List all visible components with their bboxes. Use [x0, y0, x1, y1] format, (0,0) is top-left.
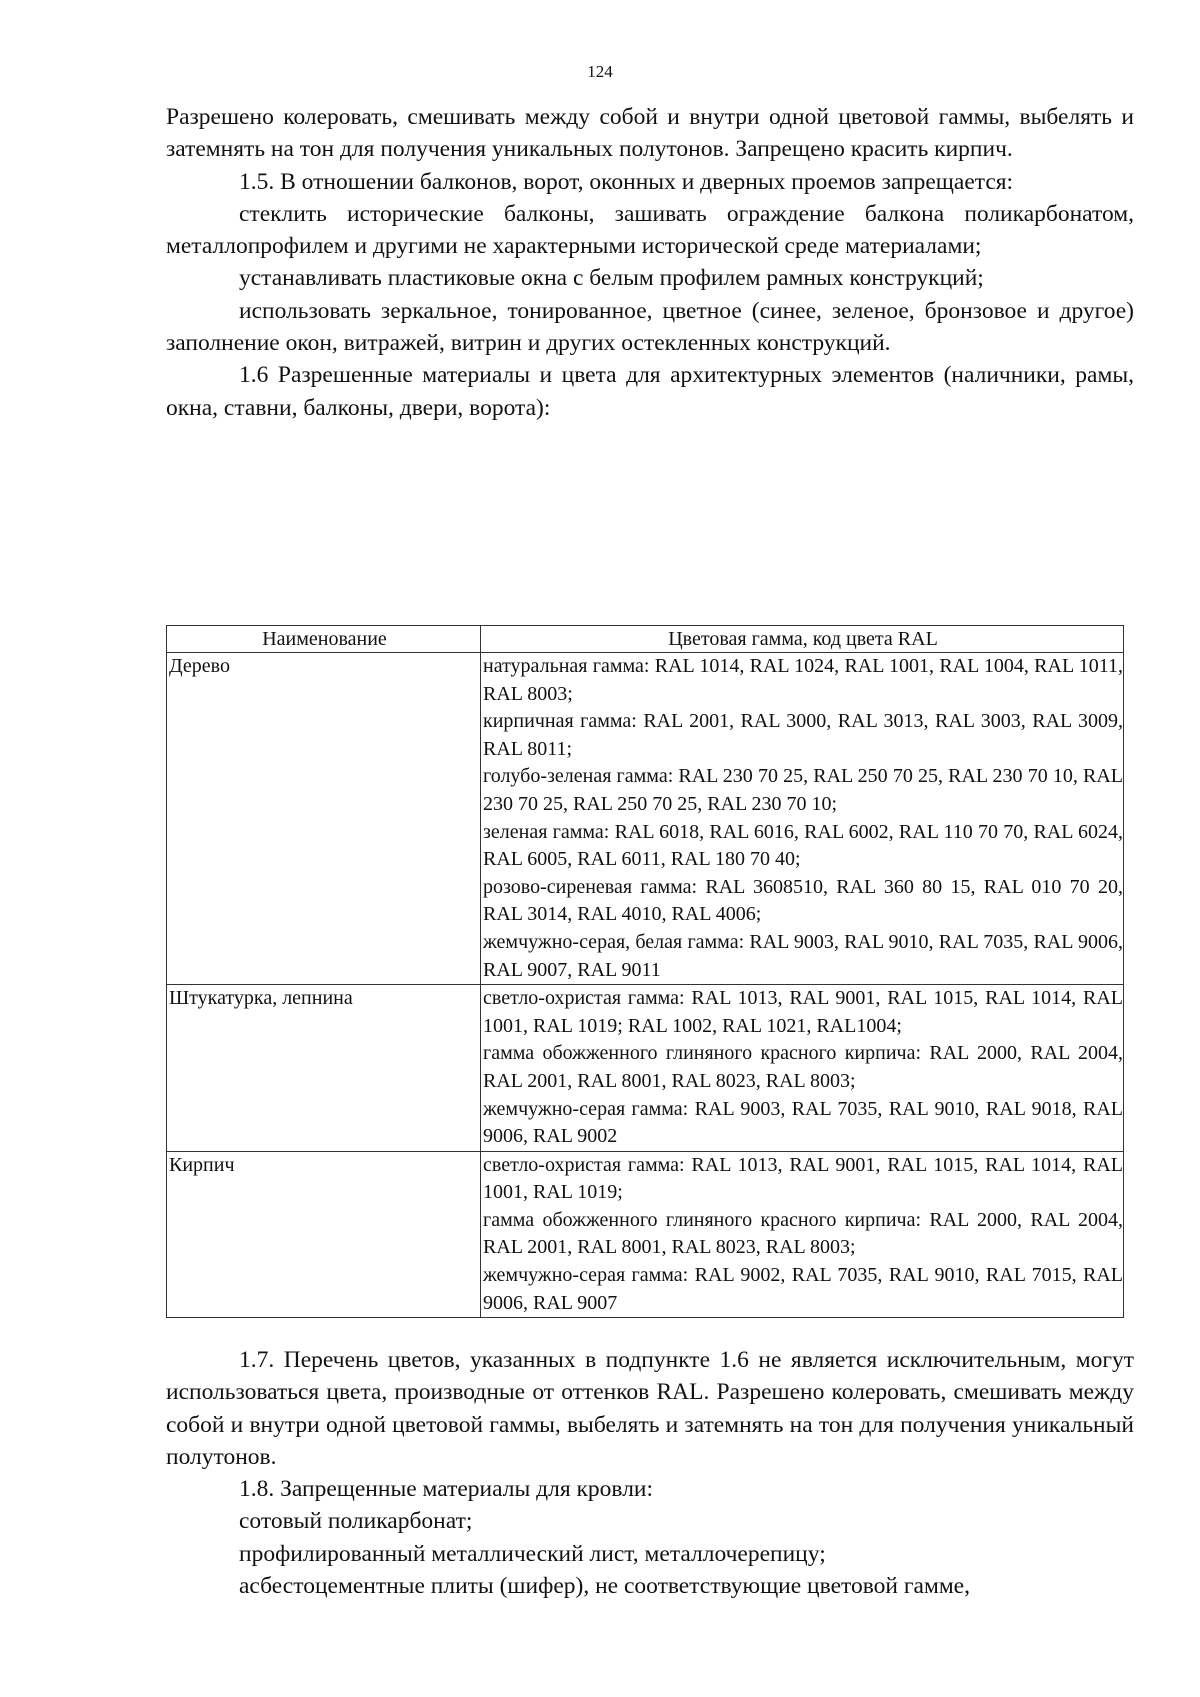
paragraph: 1.5. В отношении балконов, ворот, оконных и дверных проемов запрещается: — [239, 168, 1014, 195]
color-range-line: розово-сиреневая гамма: RAL 3608510, RAL 360 80 15, RAL 010 70 20, RAL 3014, RAL 4010, RAL 4006; — [483, 875, 1123, 926]
table-row — [167, 985, 1124, 1152]
list-item: асбестоцементные плиты (шифер), не соответствующие цветовой гамме, — [239, 1573, 970, 1600]
top-text-block — [166, 101, 1134, 424]
table-row — [167, 1151, 1124, 1318]
color-range-line: жемчужно-серая, белая гамма: RAL 9003, RAL 9010, RAL 7035, RAL 9006, RAL 9007, RAL 9011 — [483, 930, 1123, 981]
color-range-line: кирпичная гамма: RAL 2001, RAL 3000, RAL 3013, RAL 3003, RAL 3009, RAL 8011; — [483, 710, 1123, 760]
paragraph: Разрешено колеровать, смешивать между собой и внутри одной цветовой гаммы, выбелять и затемнять на тон для получения уникальных полутонов. Запрещено красить кирпич. — [166, 104, 1134, 163]
paragraph: 1.8. Запрещенные материалы для кровли: — [239, 1476, 654, 1503]
color-range-line: голубо-зеленая гамма: RAL 230 70 25, RAL 250 70 25, RAL 230 70 10, RAL 230 70 25, RAL 250 70 25, RAL 230 70 10; — [483, 765, 1123, 815]
color-codes — [481, 985, 1124, 1152]
paragraph: устанавливать пластиковые окна с белым профилем рамных конструкций; — [239, 265, 984, 292]
color-codes — [481, 1151, 1124, 1318]
paragraph: использовать зеркальное, тонированное, цветное (синее, зеленое, бронзовое и другое) заполнение окон, витражей, витрин и других остекленных конструкций. — [166, 297, 1134, 357]
color-range-line: натуральная гамма: RAL 1014, RAL 1024, RAL 1001, RAL 1004, RAL 1011, RAL 8003; — [483, 655, 1123, 705]
table-row — [167, 653, 1124, 985]
colors-table — [166, 625, 1124, 1318]
color-range-line: зеленая гамма: RAL 6018, RAL 6016, RAL 6002, RAL 110 70 70, RAL 6024, RAL 6005, RAL 6011, RAL 180 70 40; — [483, 820, 1123, 871]
color-range-line: гамма обожженного глиняного красного кирпича: RAL 2000, RAL 2004, RAL 2001, RAL 8001, RAL 8023, RAL 8003; — [483, 1042, 1123, 1092]
column-header: Наименование — [167, 626, 481, 653]
paragraph: 1.7. Перечень цветов, указанных в подпункте 1.6 не является исключительным, могут использоваться цвета, производные от оттенков RAL. Разрешено колеровать, смешивать между собой и внутри одной цветовой гаммы, выбелять и затемнять на тон для получения уникальный полутонов. — [166, 1347, 1134, 1470]
color-range-line: гамма обожженного глиняного красного кирпича: RAL 2000, RAL 2004, RAL 2001, RAL 8001, RAL 8023, RAL 8003; — [483, 1208, 1123, 1259]
paragraph: 1.6 Разрешенные материалы и цвета для архитектурных элементов (наличники, рамы, окна, ставни, балконы, двери, ворота): — [166, 362, 1134, 421]
column-header: Цветовая гамма, код цвета RAL — [481, 626, 1124, 653]
page-number: 124 — [587, 62, 613, 81]
material-name: Штукатурка, лепнина — [167, 985, 481, 1152]
color-range-line: светло-охристая гамма: RAL 1013, RAL 9001, RAL 1015, RAL 1014, RAL 1001, RAL 1019; RAL 1002, RAL 1021, RAL1004; — [483, 987, 1123, 1037]
color-range-line: жемчужно-серая гамма: RAL 9002, RAL 7035, RAL 9010, RAL 7015, RAL 9006, RAL 9007 — [483, 1264, 1123, 1314]
list-item: профилированный металлический лист, металлочерепицу; — [239, 1540, 826, 1567]
paragraph: стеклить исторические балконы, зашивать ограждение балкона поликарбонатом, металлопрофилем и другими не характерными исторической среде материалами; — [166, 200, 1134, 260]
color-codes — [481, 653, 1124, 985]
bottom-text-block — [166, 1344, 1134, 1602]
material-name: Дерево — [167, 653, 481, 985]
list-item: сотовый поликарбонат; — [239, 1508, 473, 1535]
material-name: Кирпич — [167, 1151, 481, 1318]
table-header-row — [167, 626, 1124, 653]
color-range-line: жемчужно-серая гамма: RAL 9003, RAL 7035, RAL 9010, RAL 9018, RAL 9006, RAL 9002 — [483, 1097, 1123, 1148]
color-range-line: светло-охристая гамма: RAL 1013, RAL 9001, RAL 1015, RAL 1014, RAL 1001, RAL 1019; — [483, 1153, 1123, 1204]
